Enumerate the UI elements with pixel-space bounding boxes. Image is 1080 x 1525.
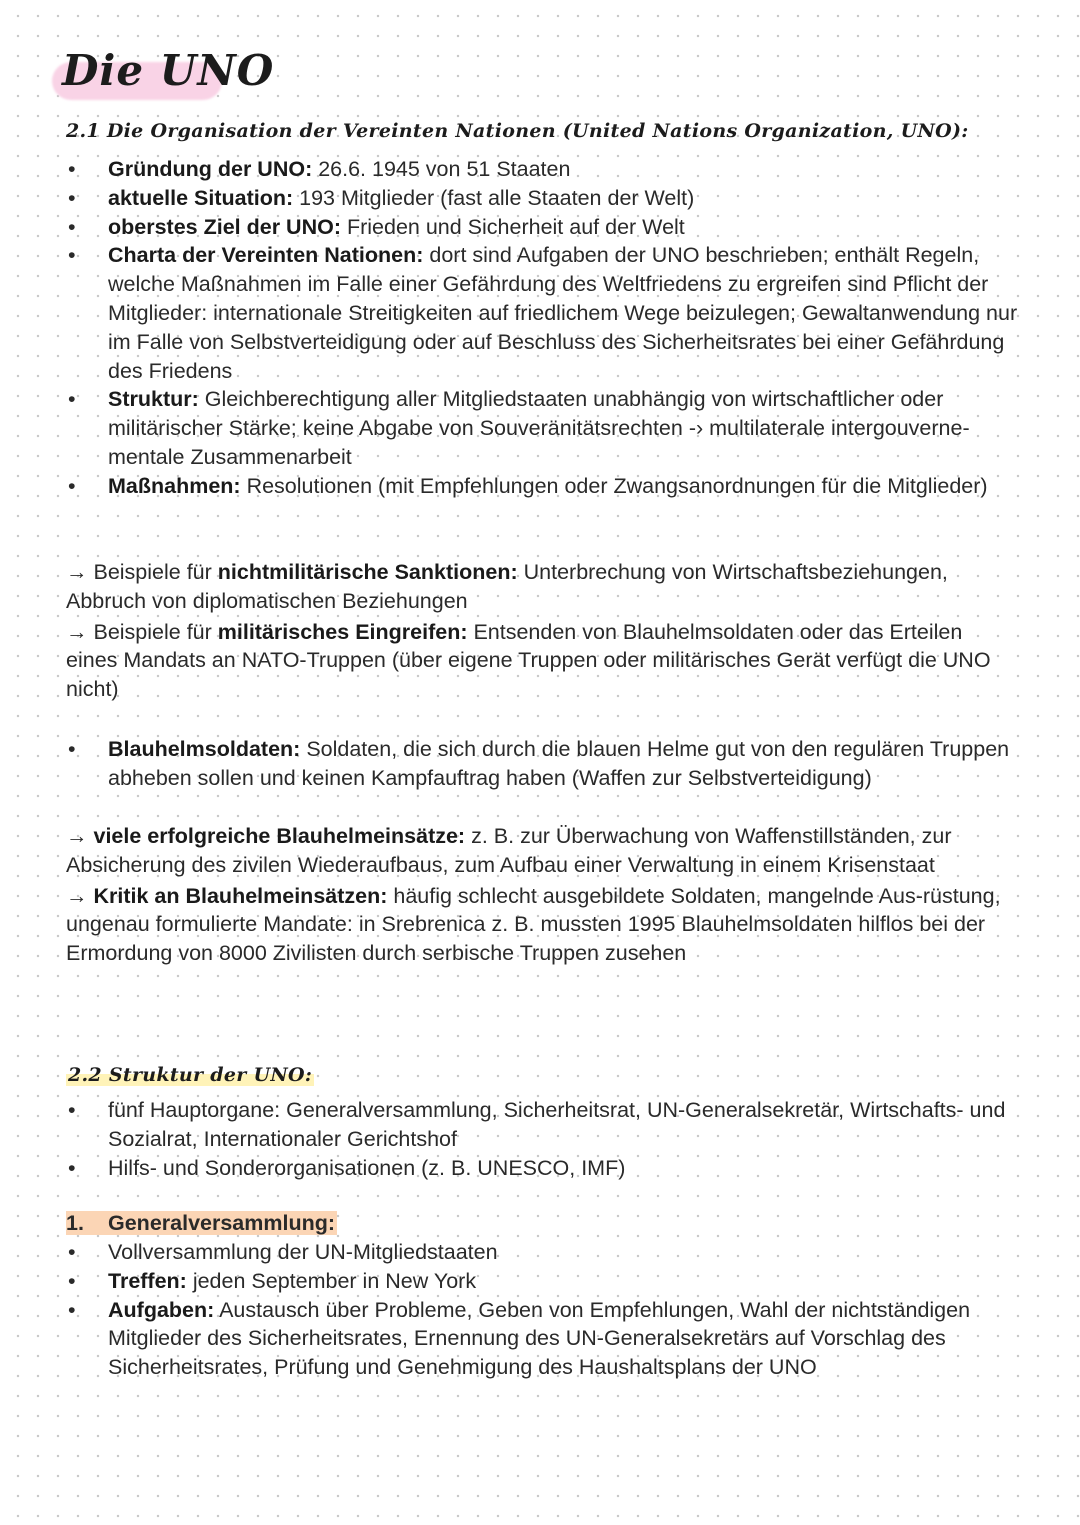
section-heading-2-2: 2.2 Struktur der UNO: xyxy=(68,1064,313,1086)
list-item: • Gründung der UNO: 26.6. 1945 von 51 Staaten xyxy=(66,155,1026,184)
page-title: Die UNO xyxy=(62,46,275,95)
generalversammlung-bullets xyxy=(66,1238,1026,1382)
blauhelm-paragraphs xyxy=(66,822,1016,968)
numbered-heading-generalversammlung: 1. Generalversammlung: xyxy=(66,1211,336,1235)
list-item: • fünf Hauptorgane: Generalversammlung, Sicherheitsrat, UN-Generalsekretär, Wirtschafts- und Sozialrat, Internationaler Gerichtshof xyxy=(66,1096,1026,1154)
list-item: • Hilfs- und Sonderorganisationen (z. B. UNESCO, IMF) xyxy=(66,1154,1026,1183)
section-1-bullets xyxy=(66,155,1026,501)
arrow-paragraph: → Beispiele für nichtmilitärische Sanktionen: Unterbrechung von Wirtschaftsbeziehungen, Abbruch von diplomatischen Beziehungen xyxy=(66,560,948,613)
sanctions-paragraphs xyxy=(66,558,1016,704)
section-2-bullets xyxy=(66,1096,1026,1182)
arrow-paragraph: → viele erfolgreiche Blauhelmeinsätze: z. B. zur Überwachung von Waffenstillständen, zur Absicherung des zivilen Wiederaufbaus, zum Aufbau einer Verwaltung in einem Krisenstaat xyxy=(66,824,952,877)
blauhelm-bullet xyxy=(66,735,1026,793)
list-item: • Maßnahmen: Resolutionen (mit Empfehlungen oder Zwangsanordnungen für die Mitglieder) xyxy=(66,472,1026,501)
list-item: • Treffen: jeden September in New York xyxy=(66,1267,1026,1296)
arrow-paragraph: → Beispiele für militärisches Eingreifen: Entsenden von Blauhelmsoldaten oder das Erteilen eines Mandats an NATO-Truppen (über eigene Truppen oder militärisches Gerät verfügt die UNO nicht) xyxy=(66,619,991,702)
list-item: • aktuelle Situation: 193 Mitglieder (fast alle Staaten der Welt) xyxy=(66,184,1026,213)
list-item: • oberstes Ziel der UNO: Frieden und Sicherheit auf der Welt xyxy=(66,213,1026,242)
section-heading-2-1: 2.1 Die Organisation der Vereinten Nationen (United Nations Organization, UNO): xyxy=(66,120,969,142)
arrow-paragraph: → Kritik an Blauhelmeinsätzen: häufig schlecht ausgebildete Soldaten, mangelnde Aus-rüstung, ungenau formulierte Mandate: in Srebrenica z. B. mussten 1995 Blauhelmsoldaten hilflos bei der Ermordung von 8000 Zivilisten durch serbische Truppen zusehen xyxy=(66,883,1001,966)
list-item: • Blauhelmsoldaten: Soldaten, die sich durch die blauen Helme gut von den regulären Truppen abheben sollen und keinen Kampfauftrag haben (Waffen zur Selbstverteidigung) xyxy=(66,735,1026,793)
list-item: • Vollversammlung der UN-Mitgliedstaaten xyxy=(66,1238,1026,1267)
list-item: • Charta der Vereinten Nationen: dort sind Aufgaben der UNO beschrieben; enthält Regeln, welche Maßnahmen im Falle einer Gefährdung des Weltfriedens zu ergreifen sind Pflicht der Mitglieder: internationale Streitigkeiten auf friedlichem Wege beizulegen; Gewaltanwendung nur im Falle von Selbstverteidigung oder auf Beschluss des Sicherheitsrates bei einer Gefährdung des Friedens xyxy=(66,241,1026,385)
list-item: • Aufgaben: Austausch über Probleme, Geben von Empfehlungen, Wahl der nichtständigen Mitglieder des Sicherheitsrates, Ernennung des UN-Generalsekretärs auf Vorschlag des Sicherheitsrates, Prüfung und Genehmigung des Haushaltsplans der UNO xyxy=(66,1296,1026,1382)
list-item: • Struktur: Gleichberechtigung aller Mitgliedstaaten unabhängig von wirtschaftlicher oder militärischer Stärke; keine Abgabe von Souveränitätsrechten -› multilaterale intergouverne-mentale Zusammenarbeit xyxy=(66,385,1026,471)
